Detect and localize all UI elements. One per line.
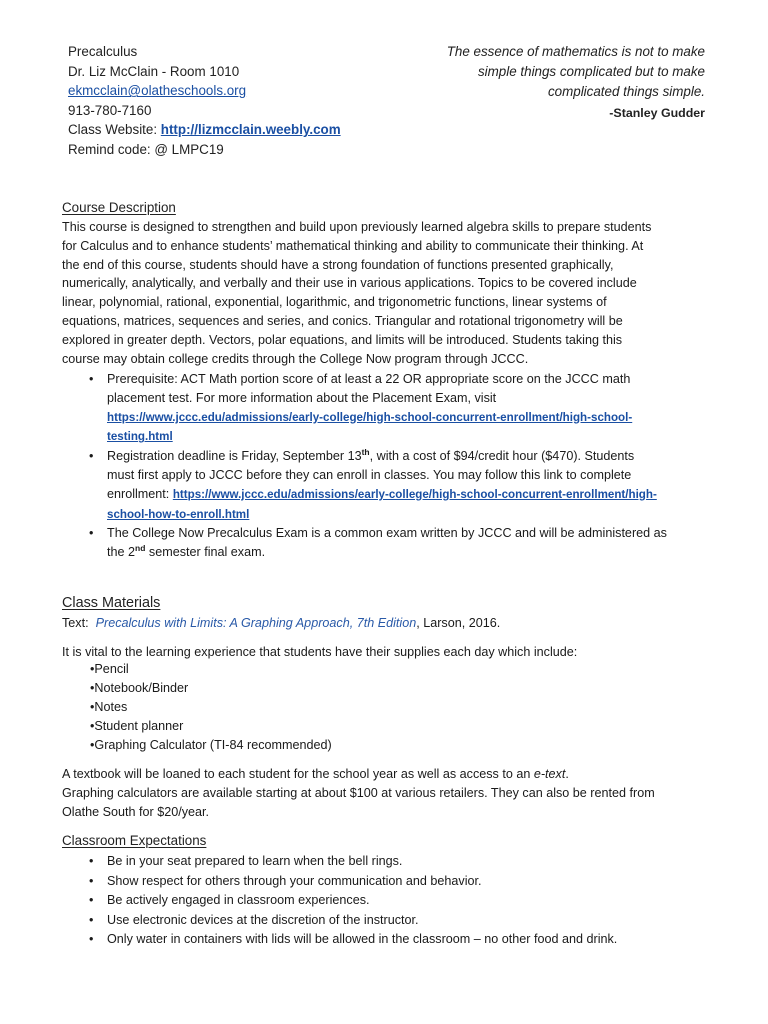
website-link[interactable]: http://lizmcclain.weebly.com — [160, 122, 341, 138]
header-contact-block — [68, 42, 341, 160]
bullet-line: • The College Now Precalculus Exam is a common exam written by JCCC and will be administered as — [107, 526, 667, 541]
textbook-title: Precalculus with Limits: A Graphing Approach, 7th Edition — [95, 616, 417, 630]
bullet-line: placement test. For more information about the Placement Exam, visit — [107, 390, 497, 405]
course-bullets — [62, 370, 712, 562]
bullet-text: , with a cost of $94/credit hour ($470). Students — [369, 449, 635, 464]
placement-testing-link[interactable]: https://www.jccc.edu/admissions/early-college/high-school-concurrent-enrollment/high-school- — [107, 410, 633, 424]
quote-line: complicated things simple. — [547, 84, 705, 100]
textbook-loan-line — [62, 765, 732, 784]
phone-number: 913-780-7160 — [68, 102, 152, 118]
prerequisite-item — [62, 370, 712, 447]
enroll-link-cont[interactable]: school-how-to-enroll.html — [107, 507, 250, 521]
supply-item: •Student planner — [90, 719, 184, 733]
classroom-expectations-heading: Classroom Expectations — [62, 833, 207, 848]
bullet-text: the 2 — [107, 545, 136, 560]
bullet-line: • Prerequisite: ACT Math portion score of at least a 22 OR appropriate score on the JCCC math — [107, 372, 631, 386]
class-materials-heading: Class Materials — [62, 595, 161, 611]
quote-line: simple things complicated but to make — [477, 64, 705, 80]
etext-term: e-text — [533, 767, 566, 781]
bullet-line — [107, 543, 712, 562]
bullet-line: must first apply to JCCC before they can enroll in classes. You may follow this link to complete — [107, 467, 632, 482]
quote-block — [375, 42, 705, 123]
class-website-line — [68, 120, 341, 140]
note-text: . — [565, 767, 569, 781]
bullet-text: semester final exam. — [145, 545, 266, 560]
course-name: Precalculus — [68, 44, 138, 59]
bullet-text: Registration deadline is Friday, September 13 — [107, 449, 362, 464]
remind-code: Remind code: @ LMPC19 — [68, 141, 224, 157]
paragraph-line: course may obtain college credits through the College Now program through JCCC. — [62, 351, 529, 366]
expectation-item: • Be actively engaged in classroom experiences. — [62, 891, 722, 911]
bullet-line — [107, 485, 712, 505]
supplies-intro: It is vital to the learning experience that students have their supplies each day which include: — [62, 645, 578, 659]
expectation-item: • Be in your seat prepared to learn when the bell rings. — [62, 852, 722, 872]
placement-testing-link-cont[interactable]: testing.html — [107, 430, 173, 444]
paragraph-line: for Calculus and to enhance students’ mathematical thinking and ability to communicate their thinking. At — [62, 238, 644, 253]
enroll-link[interactable]: https://www.jccc.edu/admissions/early-college/high-school-concurrent-enrollment/high- — [172, 487, 657, 501]
paragraph-line: the end of this course, students should have a strong foundation of functions presented graphically, — [62, 257, 614, 272]
paragraph-line: This course is designed to strengthen and build upon previously learned algebra skills to prepare students — [62, 220, 652, 234]
expectation-item: • Use electronic devices at the discretion of the instructor. — [62, 911, 722, 931]
superscript: th — [361, 447, 370, 457]
supply-item: •Pencil — [90, 662, 129, 676]
textbook-note — [62, 765, 732, 821]
textbook-line — [62, 614, 722, 633]
textbook-author-year: , Larson, 2016. — [416, 616, 501, 630]
quote-author: -Stanley Gudder — [609, 105, 705, 120]
supply-item: •Graphing Calculator (TI-84 recommended) — [90, 738, 332, 752]
calculator-line: Graphing calculators are available starting at about $100 at various retailers. They can also be rented from — [62, 785, 655, 800]
paragraph-line: linear, polynomial, rational, exponential, logarithmic, and trigonometric functions, linear systems of — [62, 295, 607, 310]
exam-item — [62, 524, 712, 562]
bullet-text: enrollment: — [107, 486, 170, 501]
course-description-heading: Course Description — [62, 200, 176, 215]
course-description-paragraph — [62, 218, 712, 368]
bullet-line — [107, 447, 712, 466]
paragraph-line: equations, matrices, sequences and series, and conics. Triangular and rotational trigonometry will be — [62, 313, 623, 328]
website-label: Class Website: — [68, 122, 158, 138]
quote-line: The essence of mathematics is not to make — [446, 44, 705, 59]
text-label: Text: — [62, 616, 89, 630]
calculator-line: Olathe South for $20/year. — [62, 804, 210, 819]
email-link[interactable]: ekmcclain@olatheschools.org — [68, 83, 247, 99]
superscript: nd — [135, 542, 146, 553]
expectation-item: • Only water in containers with lids will be allowed in the classroom – no other food and drink. — [62, 930, 722, 950]
note-text: A textbook will be loaned to each student for the school year as well as access to an — [62, 767, 534, 781]
supply-item: •Notes — [90, 700, 128, 714]
paragraph-line: explored in greater depth. Vectors, polar equations, and limits will be introduced. Students taking this — [62, 332, 623, 347]
teacher-name: Dr. Liz McClain - Room 1010 — [68, 63, 240, 79]
registration-item — [62, 447, 712, 524]
expectations-list — [62, 852, 722, 950]
paragraph-line: numerically, analytically, and verbally and their use in various applications. Topics to be covered include — [62, 276, 637, 291]
supply-item: •Notebook/Binder — [90, 681, 189, 695]
expectation-item: • Show respect for others through your communication and behavior. — [62, 872, 722, 892]
supplies-list — [90, 660, 332, 755]
